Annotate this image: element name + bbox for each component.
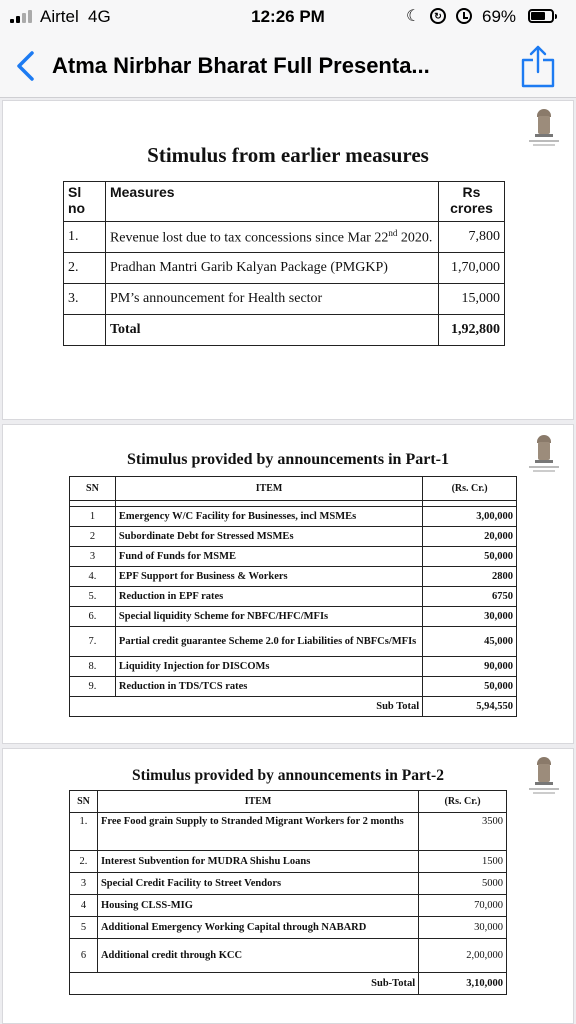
slide-title: Stimulus provided by announcements in Part-2 (132, 767, 444, 784)
subtotal-value: 3,10,000 (419, 973, 507, 995)
table-row: 7. Partial credit guarantee Scheme 2.0 for Liabilities of NBFCs/MFIs 45,000 (70, 627, 517, 657)
table-row: 1 Emergency W/C Facility for Businesses, incl MSMEs 3,00,000 (70, 507, 517, 527)
row-number: 2. (64, 253, 106, 284)
subtotal-label: Sub-Total (70, 973, 419, 995)
rotation-lock-icon: ↻ (430, 8, 446, 24)
slide-title: Stimulus provided by announcements in Part-1 (127, 451, 449, 468)
column-header: ITEM (97, 791, 418, 813)
subtotal-value: 5,94,550 (423, 697, 517, 717)
clock: 12:26 PM (251, 7, 325, 26)
row-number: 1. (64, 222, 106, 253)
table-row: 2. Interest Subvention for MUDRA Shishu Loans 1500 (70, 851, 507, 873)
do-not-disturb-icon: ☾ (406, 8, 421, 25)
measure-value: 15,000 (439, 284, 505, 315)
total-label: Total (105, 315, 438, 346)
table-row: 5. Reduction in EPF rates 6750 (70, 587, 517, 607)
alarm-icon (456, 8, 472, 24)
back-chevron-icon[interactable] (12, 50, 42, 82)
table-row: 6 Additional credit through KCC 2,00,000 (70, 939, 507, 973)
battery-percentage: 69% (482, 7, 517, 26)
navigation-bar (0, 34, 576, 98)
measure-name: Pradhan Mantri Garib Kalyan Package (PMGKP) (105, 253, 438, 284)
table-header-row (70, 791, 507, 813)
column-header: Measures (105, 182, 438, 222)
column-header: SN (70, 791, 98, 813)
measures-table (63, 181, 505, 346)
table-row (64, 253, 505, 284)
slide-2 (2, 424, 574, 744)
network-type: 4G (88, 7, 111, 26)
column-header: ITEM (115, 477, 422, 501)
table-row: 2 Subordinate Debt for Stressed MSMEs 20,000 (70, 527, 517, 547)
total-value: 1,92,800 (439, 315, 505, 346)
slide-title: Stimulus from earlier measures (147, 143, 429, 167)
table-row: 6. Special liquidity Scheme for NBFC/HFC/MFIs 30,000 (70, 607, 517, 627)
table-row: 5 Additional Emergency Working Capital through NABARD 30,000 (70, 917, 507, 939)
share-icon[interactable] (518, 42, 558, 90)
document-title: Atma Nirbhar Bharat Full Presenta... (52, 53, 430, 78)
measure-value: 1,70,000 (439, 253, 505, 284)
measure-name: Revenue lost due to tax concessions since Mar 22nd 2020. (105, 222, 438, 253)
subtotal-label: Sub Total (70, 697, 423, 717)
table-row: 3 Fund of Funds for MSME 50,000 (70, 547, 517, 567)
subtotal-row (70, 973, 507, 995)
battery-icon (528, 9, 554, 23)
measure-value: 7,800 (439, 222, 505, 253)
table-row: 4. EPF Support for Business & Workers 2800 (70, 567, 517, 587)
carrier-name: Airtel (40, 7, 79, 26)
table-row (64, 222, 505, 253)
column-header: (Rs. Cr.) (423, 477, 517, 501)
measure-name: PM’s announcement for Health sector (105, 284, 438, 315)
slide-1 (2, 100, 574, 420)
table-row: 8. Liquidity Injection for DISCOMs 90,000 (70, 657, 517, 677)
part2-stimulus-table (69, 790, 507, 995)
status-bar (0, 0, 576, 34)
table-row: 3 Special Credit Facility to Street Vendors 5000 (70, 873, 507, 895)
column-header: Rs crores (439, 182, 505, 222)
table-row: 1. Free Food grain Supply to Stranded Migrant Workers for 2 months 3500 (70, 813, 507, 851)
table-row: 9. Reduction in TDS/TCS rates 50,000 (70, 677, 517, 697)
table-row (64, 284, 505, 315)
column-header: Sl no (64, 182, 106, 222)
table-row: 4 Housing CLSS-MIG 70,000 (70, 895, 507, 917)
part1-stimulus-table (69, 476, 517, 717)
table-header-row (70, 477, 517, 501)
table-header-row (64, 182, 505, 222)
column-header: (Rs. Cr.) (419, 791, 507, 813)
column-header: SN (70, 477, 116, 501)
slide-3 (2, 748, 574, 1024)
subtotal-row (70, 697, 517, 717)
total-row (64, 315, 505, 346)
row-number: 3. (64, 284, 106, 315)
